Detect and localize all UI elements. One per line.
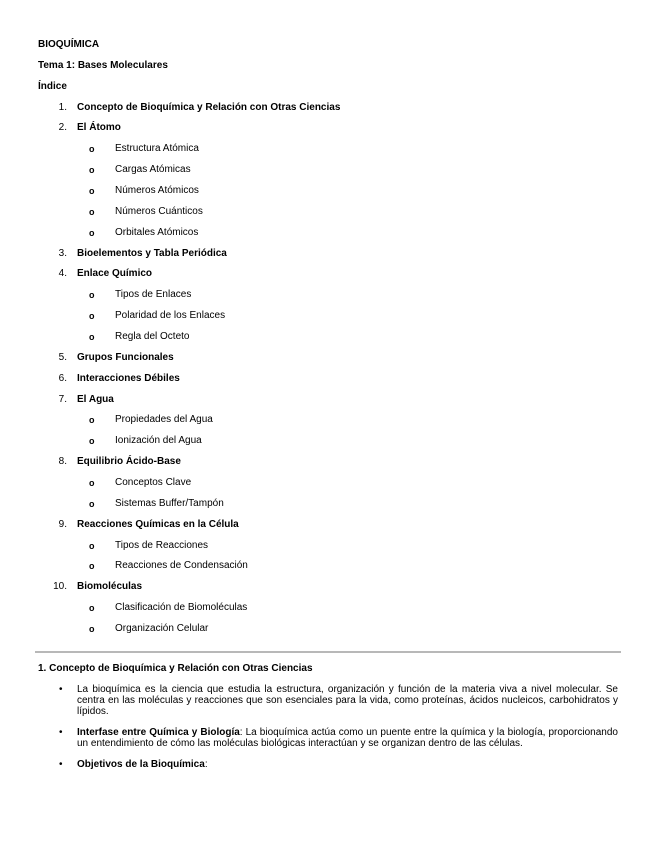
index-item-number: 8.: [58, 456, 67, 468]
index-subitem: [38, 223, 628, 244]
index-item: [38, 369, 628, 390]
index-item: [38, 264, 628, 285]
index-item: [38, 577, 628, 598]
index-subitem-label: Tipos de Enlaces: [115, 289, 192, 301]
circle-bullet-icon: o: [89, 415, 95, 426]
index-subitem-label: Cargas Atómicas: [115, 164, 191, 176]
index-item-number: 5.: [58, 351, 67, 363]
bullet-item-text: :: [204, 759, 208, 770]
index-subitem: [38, 598, 628, 619]
index-item-number: 7.: [58, 393, 67, 405]
index-subitem-label: Tipos de Reacciones: [115, 539, 209, 551]
circle-bullet-icon: o: [89, 436, 95, 447]
index-item-label: Grupos Funcionales: [77, 351, 174, 363]
index-subitem-label: Estructura Atómica: [115, 143, 199, 155]
circle-bullet-icon: o: [89, 624, 95, 635]
index-subitem: [38, 285, 628, 306]
circle-bullet-icon: o: [89, 311, 95, 322]
index-subitem-label: Conceptos Clave: [115, 477, 192, 489]
index-subitem: [38, 431, 628, 452]
index-subitem-label: Clasificación de Biomoléculas: [115, 602, 248, 614]
circle-bullet-icon: o: [89, 540, 95, 551]
index-item: [38, 390, 628, 411]
index-list: [38, 98, 628, 640]
index-item-number: 2.: [58, 122, 67, 134]
index-item: [38, 118, 628, 139]
index-subitem: [38, 306, 628, 327]
index-item: [38, 452, 628, 473]
index-item-label: Biomoléculas: [77, 581, 143, 593]
circle-bullet-icon: o: [89, 561, 95, 572]
section-heading: 1. Concepto de Bioquímica y Relación con Otras Ciencias: [38, 663, 313, 674]
index-subitem-label: Orbitales Atómicos: [115, 226, 199, 238]
index-subitem-label: Números Cuánticos: [115, 205, 203, 217]
circle-bullet-icon: o: [89, 227, 95, 238]
index-item-number: 9.: [58, 518, 67, 530]
index-subitem: [38, 181, 628, 202]
index-subitem-label: Números Atómicos: [115, 185, 199, 197]
document-subtitle: Tema 1: Bases Moleculares: [38, 59, 168, 71]
index-item-label: Interacciones Débiles: [77, 372, 180, 384]
index-subitem: [38, 494, 628, 515]
index-subitem-label: Polaridad de los Enlaces: [115, 310, 226, 322]
bullet-item-bold-label: Interfase entre Química y Biología: [77, 727, 240, 738]
index-heading: Índice: [38, 80, 67, 92]
index-item-label: Reacciones Químicas en la Célula: [77, 518, 239, 530]
index-item-label: Enlace Químico: [77, 268, 153, 280]
bullet-icon: •: [59, 759, 63, 770]
bullet-item: [38, 684, 618, 717]
circle-bullet-icon: o: [89, 165, 95, 176]
index-subitem-label: Sistemas Buffer/Tampón: [115, 497, 224, 509]
index-subitem-label: Propiedades del Agua: [115, 414, 213, 426]
index-subitem-label: Ionización del Agua: [115, 435, 202, 447]
index-subitem-label: Reacciones de Condensación: [115, 560, 248, 572]
circle-bullet-icon: o: [89, 332, 95, 343]
index-item-number: 10.: [53, 581, 67, 593]
bullet-item-text: : La bioquímica actúa como un puente entre la química y la biología, proporcionando un entendimiento de cómo las moléculas biológicas interactúan y se organizan dentro de las células.: [77, 727, 618, 749]
horizontal-divider: [35, 651, 621, 653]
document-title: BIOQUÍMICA: [38, 39, 100, 50]
index-item-label: Bioelementos y Tabla Periódica: [77, 247, 227, 259]
index-item: [38, 348, 628, 369]
circle-bullet-icon: o: [89, 206, 95, 217]
index-subitem: [38, 160, 628, 181]
section-bullet-list: [38, 684, 618, 780]
table-of-contents: [38, 35, 628, 640]
index-item-number: 3.: [58, 247, 67, 259]
index-subitem-label: Organización Celular: [115, 623, 209, 635]
index-subitem: [38, 327, 628, 348]
index-item-number: 6.: [58, 372, 67, 384]
bullet-item: [38, 759, 618, 770]
circle-bullet-icon: o: [89, 478, 95, 489]
index-item-number: 4.: [58, 268, 67, 280]
index-subitem: [38, 410, 628, 431]
index-item-label: Concepto de Bioquímica y Relación con Otras Ciencias: [77, 101, 341, 113]
index-subitem: [38, 139, 628, 160]
index-item-number: 1.: [58, 101, 67, 113]
bullet-icon: •: [59, 684, 63, 695]
bullet-item-text: La bioquímica es la ciencia que estudia la estructura, organización y función de la materia viva a nivel molecular. Se centra en las moléculas y reacciones que son esenciales para la vida, como proteínas, ácidos nucleicos, carbohidratos y lípidos.: [77, 684, 618, 717]
index-subitem: [38, 536, 628, 557]
circle-bullet-icon: o: [89, 290, 95, 301]
index-item-label: El Agua: [77, 393, 114, 405]
index-subitem: [38, 202, 628, 223]
circle-bullet-icon: o: [89, 186, 95, 197]
index-subitem-label: Regla del Octeto: [115, 331, 190, 343]
index-subitem: [38, 473, 628, 494]
circle-bullet-icon: o: [89, 498, 95, 509]
index-item-label: El Átomo: [77, 122, 121, 134]
index-item: [38, 98, 628, 119]
index-subitem: [38, 556, 628, 577]
bullet-item-bold-label: Objetivos de la Bioquímica: [77, 759, 205, 770]
index-item-label: Equilibrio Ácido-Base: [77, 456, 181, 468]
index-item: [38, 244, 628, 265]
index-subitem: [38, 619, 628, 640]
index-item: [38, 515, 628, 536]
circle-bullet-icon: o: [89, 603, 95, 614]
circle-bullet-icon: o: [89, 144, 95, 155]
bullet-item: [38, 727, 618, 749]
bullet-icon: •: [59, 727, 63, 738]
